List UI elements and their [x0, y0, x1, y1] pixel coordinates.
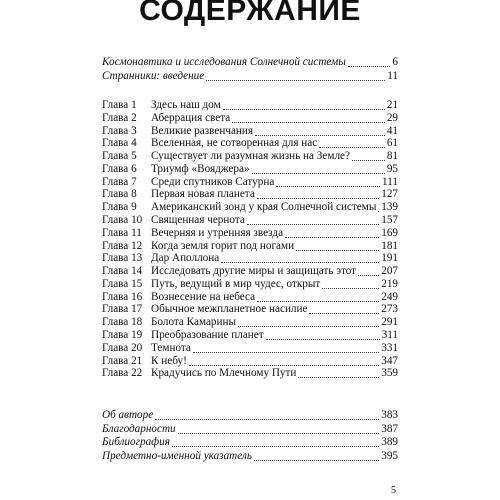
page-ref: 383	[381, 409, 398, 421]
dot-leader	[254, 446, 379, 461]
chapter-number: Глава 5	[102, 150, 137, 163]
chapter-title: Дар Аполлона	[151, 252, 220, 265]
chapter-number: Глава 13	[102, 252, 143, 265]
chapter-number: Глава 15	[102, 277, 143, 290]
page-ref: 395	[381, 449, 398, 462]
chapter-title: Когда земля горит под ногами	[151, 239, 295, 252]
chapter-number: Глава 12	[102, 239, 143, 252]
chapter-number: Глава 10	[102, 214, 143, 227]
entry-title: Благодарности	[102, 422, 176, 435]
page-ref: 387	[381, 422, 398, 435]
chapter-number: Глава 19	[102, 329, 143, 342]
chapter-number: Глава 11	[102, 226, 142, 239]
entry-title: Библиография	[102, 436, 170, 448]
entry-title: Странники: введение	[102, 69, 205, 82]
page-ref: 311	[381, 329, 398, 342]
chapter-number: Глава 18	[102, 316, 143, 329]
page-title: СОДЕРЖАНИЕ	[139, 0, 361, 27]
chapter-number: Глава 3	[102, 124, 137, 137]
entry-title: Космонавтика и исследования Солнечной системы	[102, 56, 346, 68]
chapter-number: Глава 22	[102, 367, 143, 380]
page-ref: 139	[381, 201, 398, 214]
chapter-title: Аберрация света	[151, 111, 231, 124]
page-ref: 291	[381, 316, 398, 329]
chapter-title: Священная чернота	[151, 214, 245, 227]
chapter-number: Глава 14	[102, 265, 143, 278]
chapter-title: Темнота	[151, 341, 191, 354]
chapter-title: Крадучись по Млечному Пути	[151, 367, 297, 380]
page-ref: 389	[381, 436, 398, 448]
toc-back-entry	[102, 449, 398, 463]
page-ref: 359	[381, 367, 398, 380]
page-ref: 249	[381, 290, 398, 303]
chapter-number: Глава 16	[102, 290, 143, 303]
page-ref: 61	[386, 137, 398, 150]
dot-leader	[257, 184, 379, 199]
page-ref: 219	[381, 277, 398, 290]
chapter-number: Глава 17	[102, 303, 143, 316]
page-ref: 111	[382, 175, 398, 188]
page-number: 5	[391, 485, 396, 496]
page-ref: 95	[386, 162, 398, 175]
chapter-number: Глава 20	[102, 341, 143, 354]
chapter-title: Обычное межпланетное насилие	[151, 303, 308, 316]
chapter-title: Вознесение на небеса	[151, 290, 256, 303]
page-ref: 81	[386, 150, 398, 163]
page-ref: 21	[386, 99, 398, 111]
chapter-number: Глава 8	[102, 188, 137, 201]
page-ref: 41	[386, 124, 398, 137]
chapter-title: Вселенная, не сотворенная для нас	[151, 137, 318, 150]
chapter-title: Американский зонд у края Солнечной системы	[151, 201, 377, 214]
chapter-number: Глава 7	[102, 175, 137, 188]
dot-leader	[221, 248, 379, 263]
chapter-number: Глава 4	[102, 137, 137, 150]
chapter-number: Глава 1	[102, 99, 137, 111]
chapter-title: Болота Камарины	[151, 316, 237, 329]
chapter-title: Вечерняя и утренняя звезда	[151, 226, 284, 239]
page-ref: 157	[381, 214, 398, 227]
chapter-title: К небу!	[151, 354, 187, 367]
chapter-title: Существует ли разумная жизнь на Земле?	[151, 150, 350, 163]
dot-leader	[206, 66, 385, 81]
page-ref: 191	[381, 252, 398, 265]
page-ref: 127	[381, 188, 398, 201]
page-ref: 11	[387, 69, 398, 82]
chapter-title: Путь, ведущий в мир чудес, открыт	[151, 277, 321, 290]
chapter-number: Глава 9	[102, 201, 137, 214]
page-ref: 273	[381, 303, 398, 316]
chapter-number: Глава 6	[102, 162, 137, 175]
chapter-number: Глава 2	[102, 111, 137, 124]
page-ref: 331	[381, 341, 398, 354]
entry-title: Об авторе	[102, 409, 154, 421]
chapter-title: Великие развенчания	[151, 124, 254, 137]
chapter-title: Триумф «Вояджера»	[151, 162, 250, 175]
chapter-title: Здесь наш дом	[151, 99, 221, 111]
toc-chapter-entry	[102, 366, 398, 380]
page-ref: 169	[381, 226, 398, 239]
page-ref: 29	[386, 111, 398, 124]
page-ref: 207	[381, 265, 398, 278]
entry-title: Предметно-именной указатель	[102, 449, 252, 462]
chapter-title: Первая новая планета	[151, 188, 255, 201]
chapter-number: Глава 21	[102, 354, 143, 367]
chapter-title: Преобразование планет	[151, 329, 264, 342]
page-ref: 181	[381, 239, 398, 252]
page-ref: 347	[381, 354, 398, 367]
dot-leader	[298, 363, 379, 378]
toc-intro-entry	[102, 69, 398, 83]
page-ref: 6	[392, 56, 398, 68]
chapter-title: Исследовать другие миры и защищать этот	[151, 265, 357, 278]
chapter-title: Среди спутников Сатурна	[151, 175, 275, 188]
